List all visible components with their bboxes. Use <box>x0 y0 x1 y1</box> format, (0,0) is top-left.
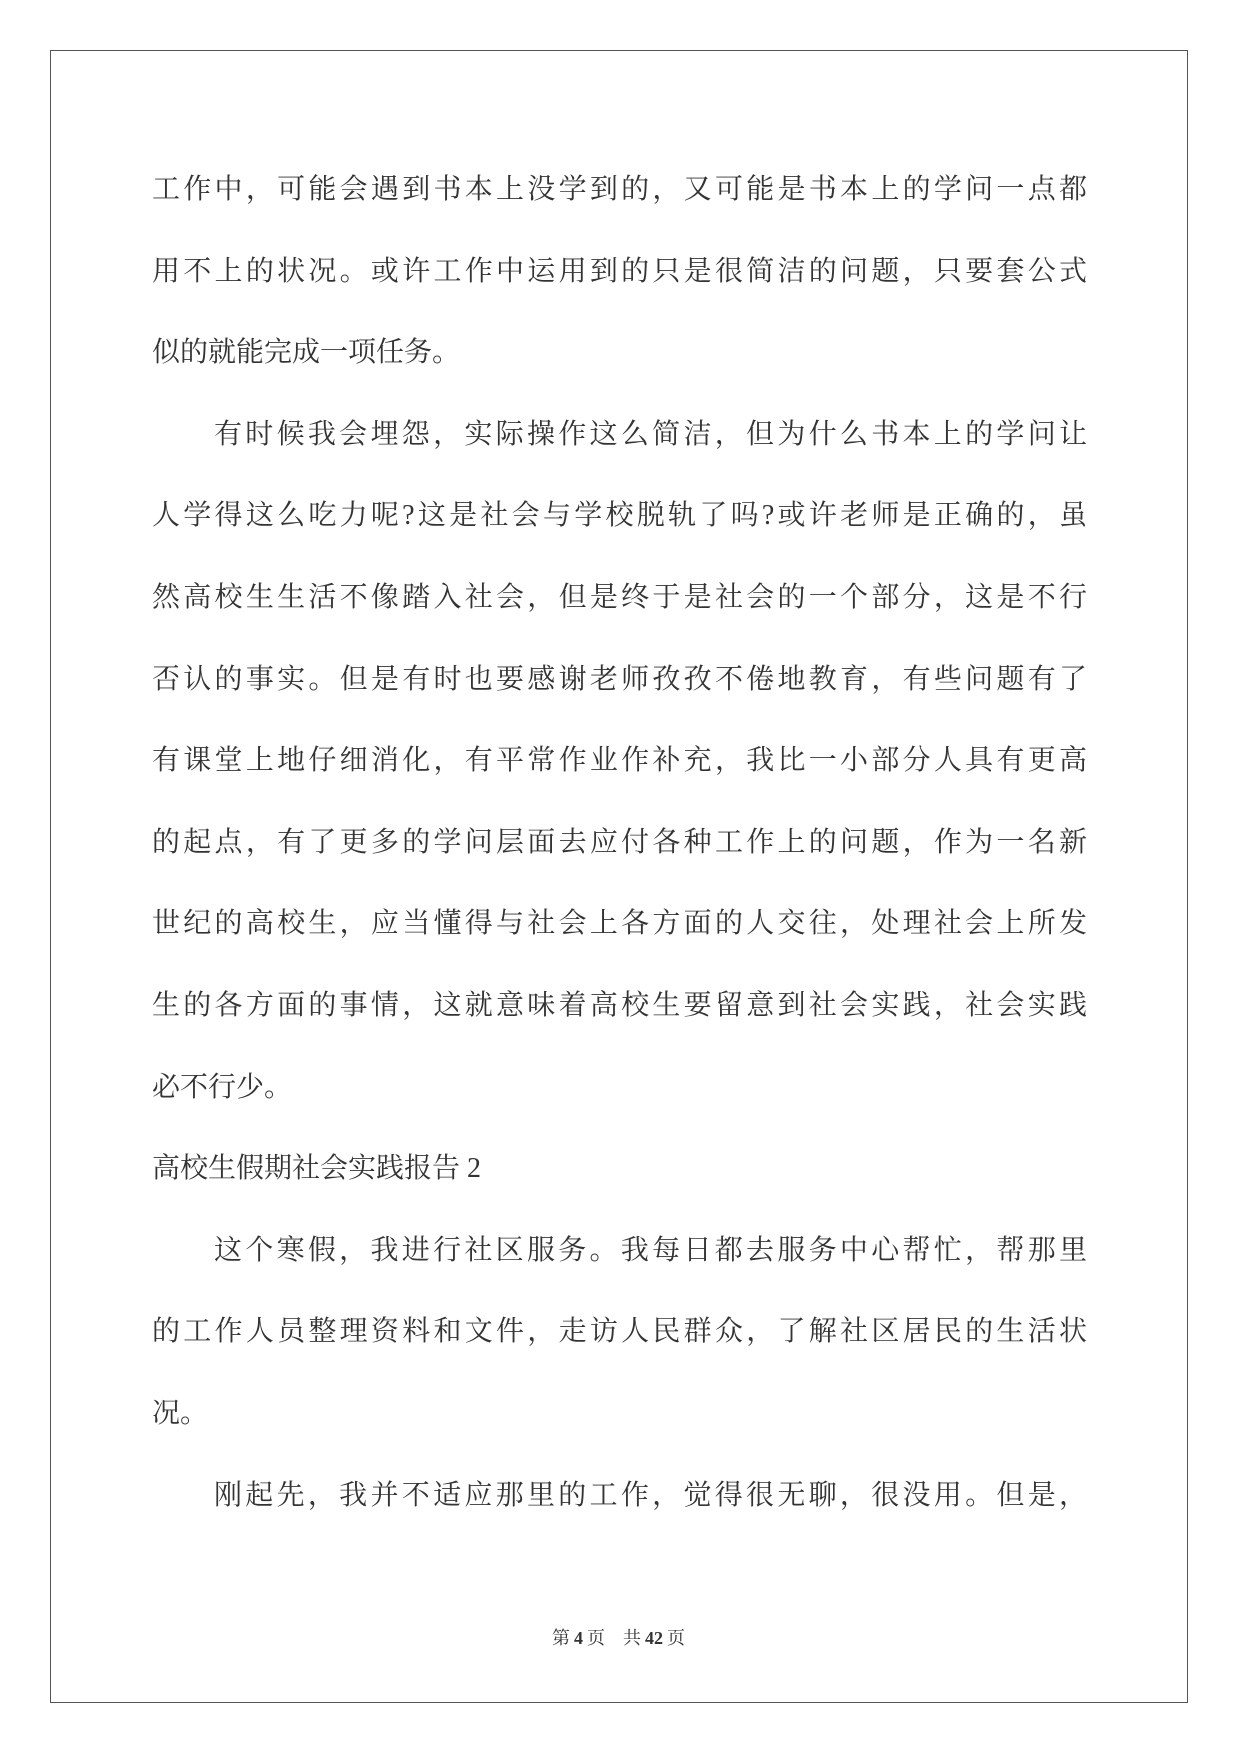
footer-total-pages: 42 <box>645 1628 663 1648</box>
paragraph-line: 的工作人员整理资料和文件，走访人民群众，了解社区居民的生活状 <box>152 1316 1087 1348</box>
paragraph-line: 生的各方面的事情，这就意味着高校生要留意到社会实践，社会实践 <box>152 989 1087 1021</box>
page-footer <box>0 1624 1237 1652</box>
footer-page-number: 4 <box>574 1628 583 1648</box>
document-body <box>152 149 1087 1536</box>
paragraph-line: 有时候我会埋怨，实际操作这么简洁，但为什么书本上的学问让 <box>214 418 1087 450</box>
footer-total-prefix: 共 <box>623 1628 641 1648</box>
paragraph-line: 然高校生生活不像踏入社会，但是终于是社会的一个部分，这是不行 <box>152 581 1087 613</box>
paragraph-line: 况。 <box>152 1397 209 1429</box>
paragraph-line: 这个寒假，我进行社区服务。我每日都去服务中心帮忙，帮那里 <box>214 1234 1087 1266</box>
paragraph-line: 似的就能完成一项任务。 <box>152 337 461 369</box>
paragraph-line: 工作中，可能会遇到书本上没学到的，又可能是书本上的学问一点都 <box>152 174 1087 205</box>
paragraph-line: 世纪的高校生，应当懂得与社会上各方面的人交往，处理社会上所发 <box>152 908 1087 940</box>
paragraph-line: 人学得这么吃力呢?这是社会与学校脱轨了吗?或许老师是正确的，虽 <box>152 500 1087 532</box>
paragraph-line: 的起点，有了更多的学问层面去应付各种工作上的问题，作为一名新 <box>152 826 1087 858</box>
section-heading: 高校生假期社会实践报告 2 <box>152 1153 482 1185</box>
footer-page-suffix: 页 <box>587 1628 605 1648</box>
footer-total-suffix: 页 <box>667 1628 685 1648</box>
paragraph-line: 刚起先，我并不适应那里的工作，觉得很无聊，很没用。但是， <box>214 1479 1087 1511</box>
footer-page-prefix: 第 <box>552 1628 570 1648</box>
paragraph-line: 否认的事实。但是有时也要感谢老师孜孜不倦地教育，有些问题有了 <box>152 663 1087 695</box>
paragraph-line: 用不上的状况。或许工作中运用到的只是很简洁的问题，只要套公式 <box>152 255 1087 287</box>
paragraph-line: 有课堂上地仔细消化，有平常作业作补充，我比一小部分人具有更高 <box>152 745 1087 777</box>
paragraph-line: 必不行少。 <box>152 1071 293 1103</box>
